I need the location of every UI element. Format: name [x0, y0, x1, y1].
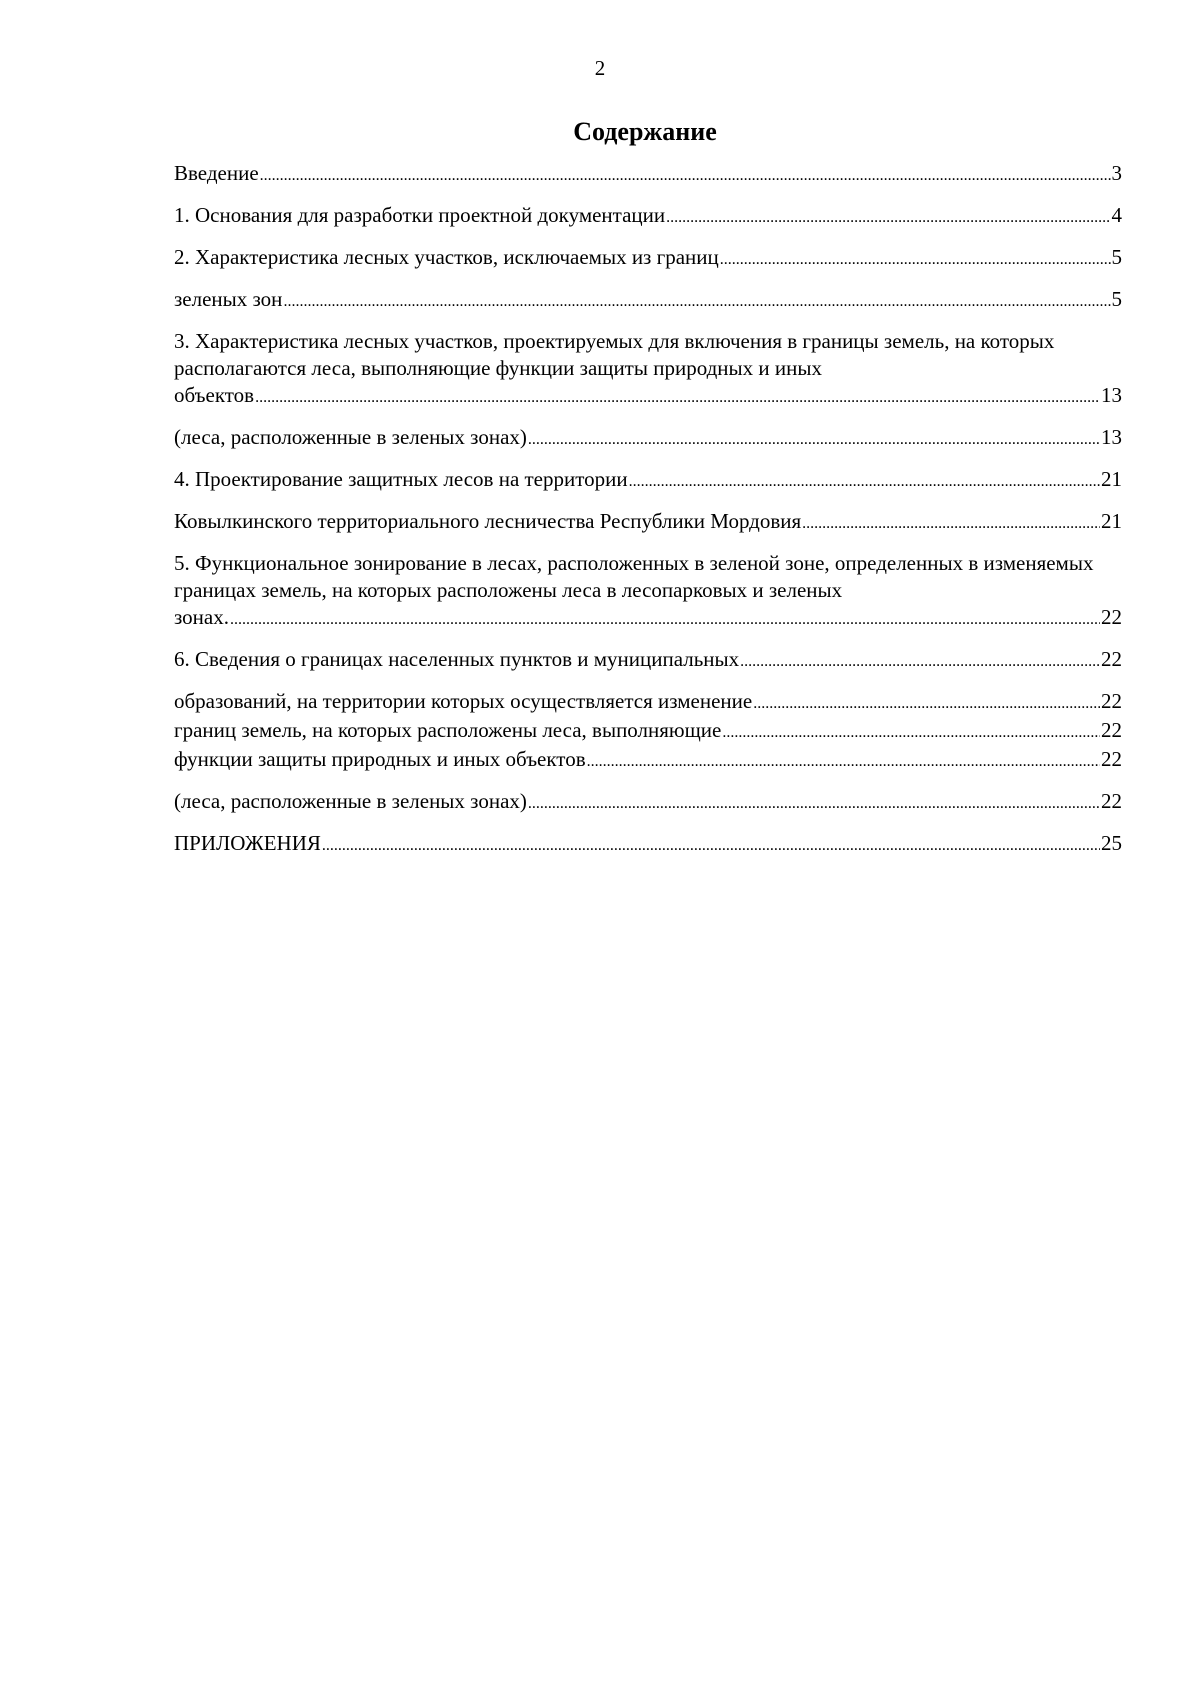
toc-leader-dots: [255, 382, 1100, 411]
page-number: 2: [594, 56, 606, 80]
toc-leader-dots: [587, 746, 1100, 775]
toc-leader-dots: [260, 160, 1111, 189]
toc-entry-text: ПРИЛОЖЕНИЯ: [174, 831, 321, 855]
toc-leader-dots: [666, 202, 1110, 231]
toc-entry-section-3-cont[interactable]: [174, 424, 1122, 453]
toc-entry-text: границ земель, на которых расположены леса, выполняющие: [174, 718, 722, 742]
toc-entry-text: 6. Сведения о границах населенных пунктов и муниципальных: [174, 647, 740, 671]
toc-entry-section-2-cont[interactable]: [174, 286, 1122, 315]
toc-entry-page: 3: [1111, 161, 1122, 185]
toc-entry-text: Введение: [174, 161, 259, 185]
toc-entry-page: 22: [1101, 605, 1122, 629]
toc-entry-introduction[interactable]: [174, 160, 1122, 189]
toc-entry-section-4[interactable]: [174, 466, 1122, 495]
toc-entry-section-2[interactable]: [174, 244, 1122, 273]
toc-entry-text: зеленых зон: [174, 287, 283, 311]
toc-entry-text: (леса, расположенные в зеленых зонах): [174, 789, 527, 813]
toc-entry-page: 25: [1101, 831, 1122, 855]
toc-leader-dots: [528, 424, 1100, 453]
toc-entry-page: 4: [1111, 203, 1122, 227]
toc-leader-dots: [720, 244, 1111, 273]
toc-entry-section-6-cont-4[interactable]: [174, 788, 1122, 817]
toc-entry-section-3[interactable]: [174, 328, 1122, 411]
toc-entry-section-6-cont-2[interactable]: [174, 717, 1122, 746]
toc-entry-text-last: объектов: [174, 383, 255, 407]
toc-leader-dots: [322, 830, 1100, 859]
toc-entry-section-6-cont-1[interactable]: [174, 688, 1122, 717]
toc-leader-dots: [802, 508, 1100, 537]
table-of-contents: [174, 160, 1122, 872]
toc-entry-text-last: зонах.: [174, 605, 229, 629]
toc-entry-page: 21: [1101, 509, 1122, 533]
toc-entry-page: 22: [1101, 647, 1122, 671]
toc-leader-dots: [283, 286, 1110, 315]
toc-entry-appendices[interactable]: [174, 830, 1122, 859]
toc-entry-page: 22: [1101, 689, 1122, 713]
toc-entry-text: Ковылкинского территориального лесничества Республики Мордовия: [174, 509, 802, 533]
toc-leader-dots: [230, 604, 1100, 633]
toc-entry-text: функции защиты природных и иных объектов: [174, 747, 586, 771]
toc-entry-text: образований, на территории которых осуществляется изменение: [174, 689, 753, 713]
toc-entry-page: 13: [1101, 383, 1122, 407]
toc-title: Содержание: [573, 117, 717, 146]
toc-entry-section-5[interactable]: [174, 550, 1122, 633]
toc-entry-page: 22: [1101, 718, 1122, 742]
toc-entry-page: 5: [1111, 287, 1122, 311]
toc-entry-page: 22: [1101, 747, 1122, 771]
toc-entry-text: 1. Основания для разработки проектной документации: [174, 203, 666, 227]
toc-entry-text: 3. Характеристика лесных участков, проектируемых для включения в границы земель, на которых располагаются леса, выполняющие функции защиты природных и иных: [174, 329, 1055, 380]
toc-entry-section-4-cont[interactable]: [174, 508, 1122, 537]
toc-leader-dots: [528, 788, 1100, 817]
toc-entry-text: (леса, расположенные в зеленых зонах): [174, 425, 527, 449]
toc-entry-section-6[interactable]: [174, 646, 1122, 675]
toc-entry-text: 4. Проектирование защитных лесов на территории: [174, 467, 628, 491]
toc-entry-text: 2. Характеристика лесных участков, исключаемых из границ: [174, 245, 719, 269]
toc-entry-page: 22: [1101, 789, 1122, 813]
toc-leader-dots: [722, 717, 1100, 746]
toc-leader-dots: [753, 688, 1100, 717]
toc-leader-dots: [629, 466, 1100, 495]
toc-entry-page: 13: [1101, 425, 1122, 449]
toc-leader-dots: [740, 646, 1100, 675]
toc-entry-text: 5. Функциональное зонирование в лесах, расположенных в зеленой зоне, определенных в изменяемых границах земель, на которых расположены леса в лесопарковых и зеленых: [174, 551, 1094, 602]
toc-entry-section-1[interactable]: [174, 202, 1122, 231]
toc-entry-page: 21: [1101, 467, 1122, 491]
toc-entry-section-6-cont-3[interactable]: [174, 746, 1122, 775]
toc-entry-page: 5: [1111, 245, 1122, 269]
